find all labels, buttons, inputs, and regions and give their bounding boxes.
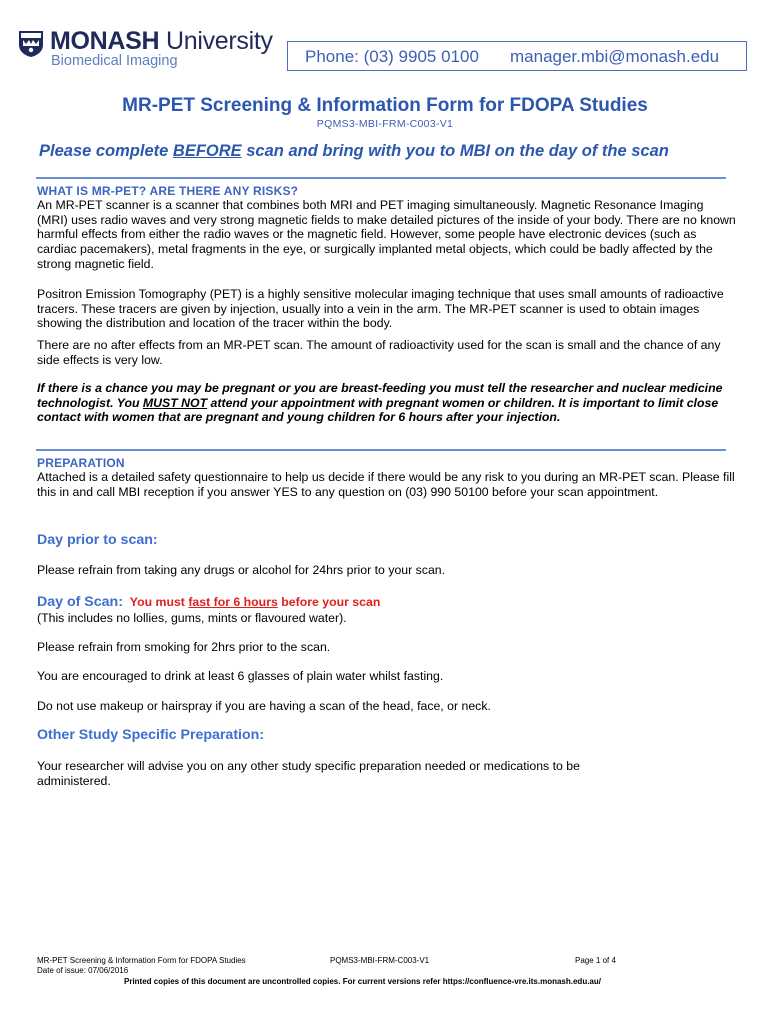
logo-subtitle: Biomedical Imaging — [51, 53, 178, 69]
subheading-other: Other Study Specific Preparation: — [37, 727, 265, 743]
fasting-warning: You must fast for 6 hours before your scan — [129, 595, 381, 609]
section-divider — [36, 177, 726, 179]
monash-logo — [16, 28, 286, 74]
document-id: PQMS3-MBI-FRM-C003-V1 — [316, 118, 454, 130]
section-heading-what-is: WHAT IS MR-PET? ARE THERE ANY RISKS? — [37, 184, 299, 198]
footer-form-name: MR-PET Screening & Information Form for FDOPA Studies — [37, 956, 246, 965]
instruction-makeup: Do not use makeup or hairspray if you are having a scan of the head, face, or neck. — [37, 699, 491, 713]
paragraph-pet: Positron Emission Tomography (PET) is a highly sensitive molecular imaging technique that uses small amounts of radioactive tracers. These tracers are given by injection, usually into a vein in the arm. The MR-PET scanner is used to obtain images showing the distribution and location of the tracer within the body. — [37, 287, 724, 331]
day-of-scan-line — [37, 594, 380, 610]
contact-box — [287, 41, 747, 71]
footer-disclaimer: Printed copies of this document are uncontrolled copies. For current versions refer https://confluence-vre.its.monash.edu.au/ — [124, 977, 601, 986]
footer-doc-id: PQMS3-MBI-FRM-C003-V1 — [330, 956, 430, 965]
monash-crest-icon — [18, 30, 44, 58]
fasting-note: (This includes no lollies, gums, mints or flavoured water). — [37, 611, 347, 625]
paragraph-other: Your researcher will advise you on any other study specific preparation needed or medications to be administered. — [37, 759, 580, 788]
paragraph-preparation: Attached is a detailed safety questionnaire to help us decide if there would be any risk to you during an MR-PET scan. Please fill this in and call MBI reception if you answer YES to any question on (03) 990 50100 before your scan appointment. — [37, 470, 735, 499]
paragraph-after-effects: There are no after effects from an MR-PET scan. The amount of radioactivity used for the scan is small and the chance of any side effects is very low. — [37, 338, 721, 367]
footer-issue-date: Date of issue: 07/06/2016 — [37, 966, 129, 975]
contact-phone: Phone: (03) 9905 0100 — [305, 47, 479, 66]
pregnancy-warning: If there is a chance you may be pregnant or you are breast-feeding you must tell the researcher and nuclear medicine technologist. You MUST NOT attend your appointment with pregnant women or children. It is important to limit close contact with women that are pregnant and young children for 6 hours after your injection. — [37, 381, 723, 425]
completion-notice: Please complete BEFORE scan and bring with you to MBI on the day of the scan — [39, 142, 669, 160]
logo-wordmark: MONASH University — [50, 27, 273, 55]
form-title: MR-PET Screening & Information Form for FDOPA Studies — [122, 95, 648, 116]
section-heading-preparation: PREPARATION — [37, 456, 125, 470]
instruction-day-prior: Please refrain from taking any drugs or alcohol for 24hrs prior to your scan. — [37, 563, 446, 577]
footer-page-number: Page 1 of 4 — [575, 956, 616, 965]
instruction-water: You are encouraged to drink at least 6 glasses of plain water whilst fasting. — [37, 669, 444, 683]
subheading-day-of: Day of Scan: — [37, 594, 123, 610]
paragraph-mri: An MR-PET scanner is a scanner that combines both MRI and PET imaging simultaneously. Magnetic Resonance Imaging (MRI) uses radio waves and very strong magnetic fields to make detailed pictures of the inside of your body. There are no known harmful effects from either the radio waves or the magnetic field. However, some people have electronic devices (such as cardiac pacemakers), metal fragments in the eye, or surgically implanted metal objects, which could be badly affected by the strong magnetic field. — [37, 198, 736, 271]
subheading-day-prior: Day prior to scan: — [37, 532, 158, 548]
instruction-smoking: Please refrain from smoking for 2hrs prior to the scan. — [37, 640, 331, 654]
section-divider — [36, 449, 726, 451]
contact-email[interactable]: manager.mbi@monash.edu — [510, 47, 720, 66]
